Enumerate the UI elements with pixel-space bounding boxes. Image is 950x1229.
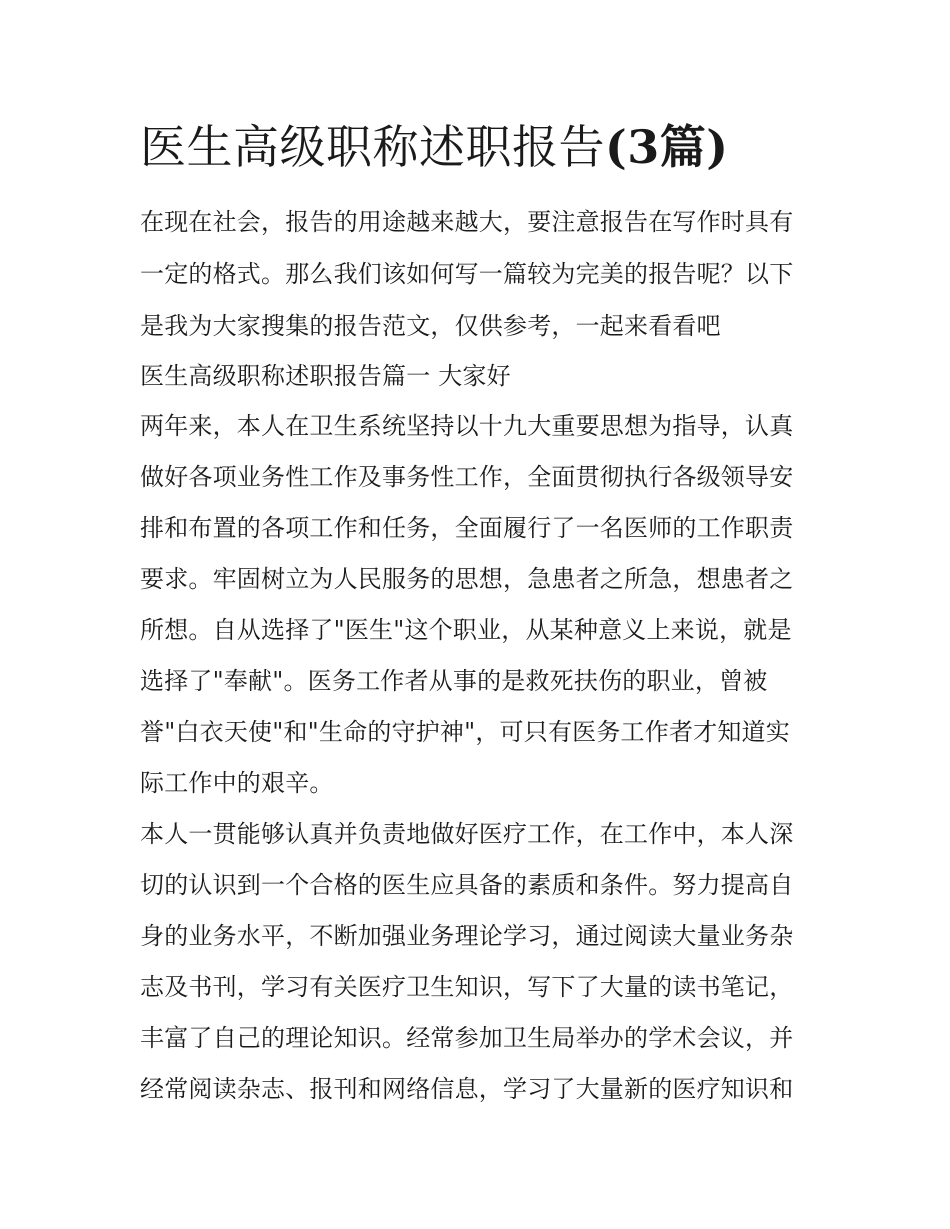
paragraph-line: 要求。牢固树立为人民服务的思想，急患者之所急，想患者之 <box>140 565 794 593</box>
paragraph-line: 切的认识到一个合格的医生应具备的素质和条件。努力提高自 <box>140 871 794 899</box>
paragraph-line: 经常阅读杂志、报刊和网络信息，学习了大量新的医疗知识和 <box>140 1075 794 1103</box>
paragraph-line: 本人一贯能够认真并负责地做好医疗工作，在工作中，本人深 <box>140 820 794 848</box>
paragraph-line: 誉"白衣天使"和"生命的守护神"，可只有医务工作者才知道实 <box>140 718 790 746</box>
paragraph-line: 际工作中的艰辛。 <box>140 769 334 797</box>
paragraph-line: 是我为大家搜集的报告范文，仅供参考，一起来看看吧 <box>140 312 721 340</box>
title-text: 医生高级职称述职报告 <box>140 120 605 174</box>
paragraph-line: 做好各项业务性工作及事务性工作，全面贯彻执行各级领导安 <box>140 463 794 491</box>
paragraph-line: 一定的格式。那么我们该如何写一篇较为完美的报告呢？以下 <box>140 260 794 288</box>
paragraph-line: 志及书刊，学习有关医疗卫生知识，写下了大量的读书笔记， <box>140 973 794 1001</box>
paragraph-line: 身的业务水平，不断加强业务理论学习，通过阅读大量业务杂 <box>140 922 794 950</box>
paragraph-line: 所想。自从选择了"医生"这个职业，从某种意义上来说，就是 <box>140 616 792 644</box>
paragraph-line: 丰富了自己的理论知识。经常参加卫生局举办的学术会议，并 <box>140 1024 794 1052</box>
paragraph-line: 选择了"奉献"。医务工作者从事的是救死扶伤的职业，曾被 <box>140 667 768 695</box>
title-count: (3篇) <box>605 120 729 174</box>
paragraph-line: 在现在社会，报告的用途越来越大，要注意报告在写作时具有 <box>140 208 794 236</box>
document-title <box>140 118 729 176</box>
paragraph-line: 排和布置的各项工作和任务，全面履行了一名医师的工作职责 <box>140 514 794 542</box>
section-heading: 医生高级职称述职报告篇一 大家好 <box>140 362 511 390</box>
paragraph-line: 两年来，本人在卫生系统坚持以十九大重要思想为指导，认真 <box>140 412 794 440</box>
